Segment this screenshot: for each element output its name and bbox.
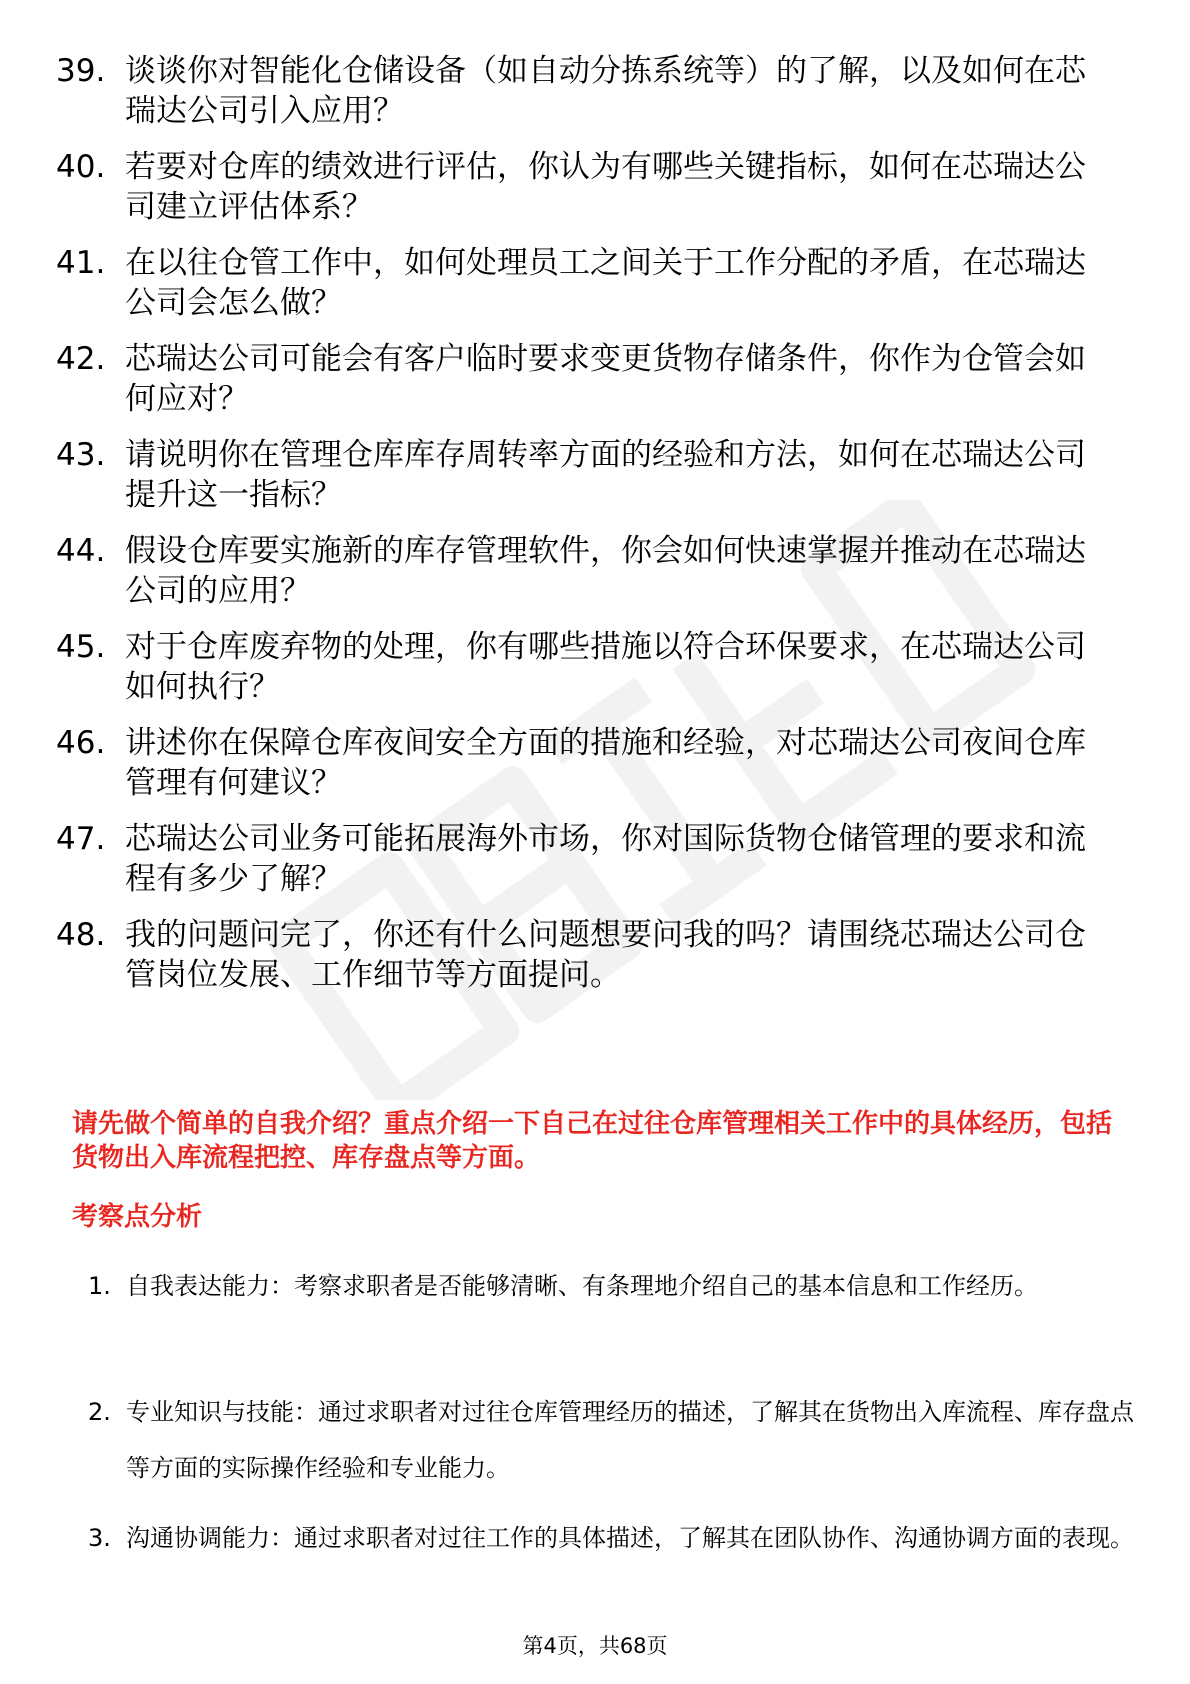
point-text: 自我表达能力：考察求职者是否能够清晰、有条理地介绍自己的基本信息和工作经历。 (126, 1272, 1038, 1300)
point-text: 沟通协调能力：通过求职者对过往工作的具体描述，了解其在团队协作、沟通协调方面的表现。 (126, 1524, 1134, 1552)
question-text: 若要对仓库的绩效进行评估，你认为有哪些关键指标，如何在芯瑞达公司建立评估体系？ (125, 149, 1086, 225)
page-footer: 第4页，共68页 (522, 1634, 668, 1658)
question-text: 芯瑞达公司业务可能拓展海外市场，你对国际货物仓储管理的要求和流程有多少了解？ (125, 821, 1086, 897)
point-number: 3. (88, 1524, 111, 1552)
question-number: 45. (56, 629, 106, 665)
question-text: 在以往仓管工作中，如何处理员工之间关于工作分配的矛盾，在芯瑞达公司会怎么做？ (125, 245, 1086, 321)
question-text: 谈谈你对智能化仓储设备（如自动分拣系统等）的了解，以及如何在芯瑞达公司引入应用？ (125, 53, 1086, 129)
question-text: 芯瑞达公司可能会有客户临时要求变更货物存储条件，你作为仓管会如何应对？ (125, 341, 1086, 417)
highlight-question: 请先做个简单的自我介绍？重点介绍一下自己在过往仓库管理相关工作中的具体经历，包括货物出入库流程把控、库存盘点等方面。 (72, 1109, 1113, 1173)
question-number: 47. (56, 821, 106, 857)
question-number: 46. (56, 725, 106, 761)
question-number: 40. (56, 149, 106, 185)
question-number: 42. (56, 341, 106, 377)
point-text: 专业知识与技能：通过求职者对过往仓库管理经历的描述，了解其在货物出入库流程、库存盘点等方面的实际操作经验和专业能力。 (126, 1398, 1134, 1482)
question-number: 48. (56, 917, 106, 953)
question-text: 讲述你在保障仓库夜间安全方面的措施和经验，对芯瑞达公司夜间仓库管理有何建议？ (125, 725, 1086, 801)
question-text: 我的问题问完了，你还有什么问题想要问我的吗？请围绕芯瑞达公司仓管岗位发展、工作细节等方面提问。 (125, 917, 1086, 993)
question-number: 43. (56, 437, 106, 473)
question-text: 请说明你在管理仓库库存周转率方面的经验和方法，如何在芯瑞达公司提升这一指标？ (125, 437, 1086, 513)
point-number: 1. (88, 1272, 111, 1300)
question-text: 对于仓库废弃物的处理，你有哪些措施以符合环保要求，在芯瑞达公司如何执行？ (125, 629, 1086, 705)
question-number: 44. (56, 533, 106, 569)
analysis-heading: 考察点分析 (72, 1202, 203, 1232)
question-number: 41. (56, 245, 106, 281)
question-number: 39. (56, 53, 106, 89)
point-number: 2. (88, 1398, 111, 1426)
question-text: 假设仓库要实施新的库存管理软件，你会如何快速掌握并推动在芯瑞达公司的应用？ (125, 533, 1086, 609)
